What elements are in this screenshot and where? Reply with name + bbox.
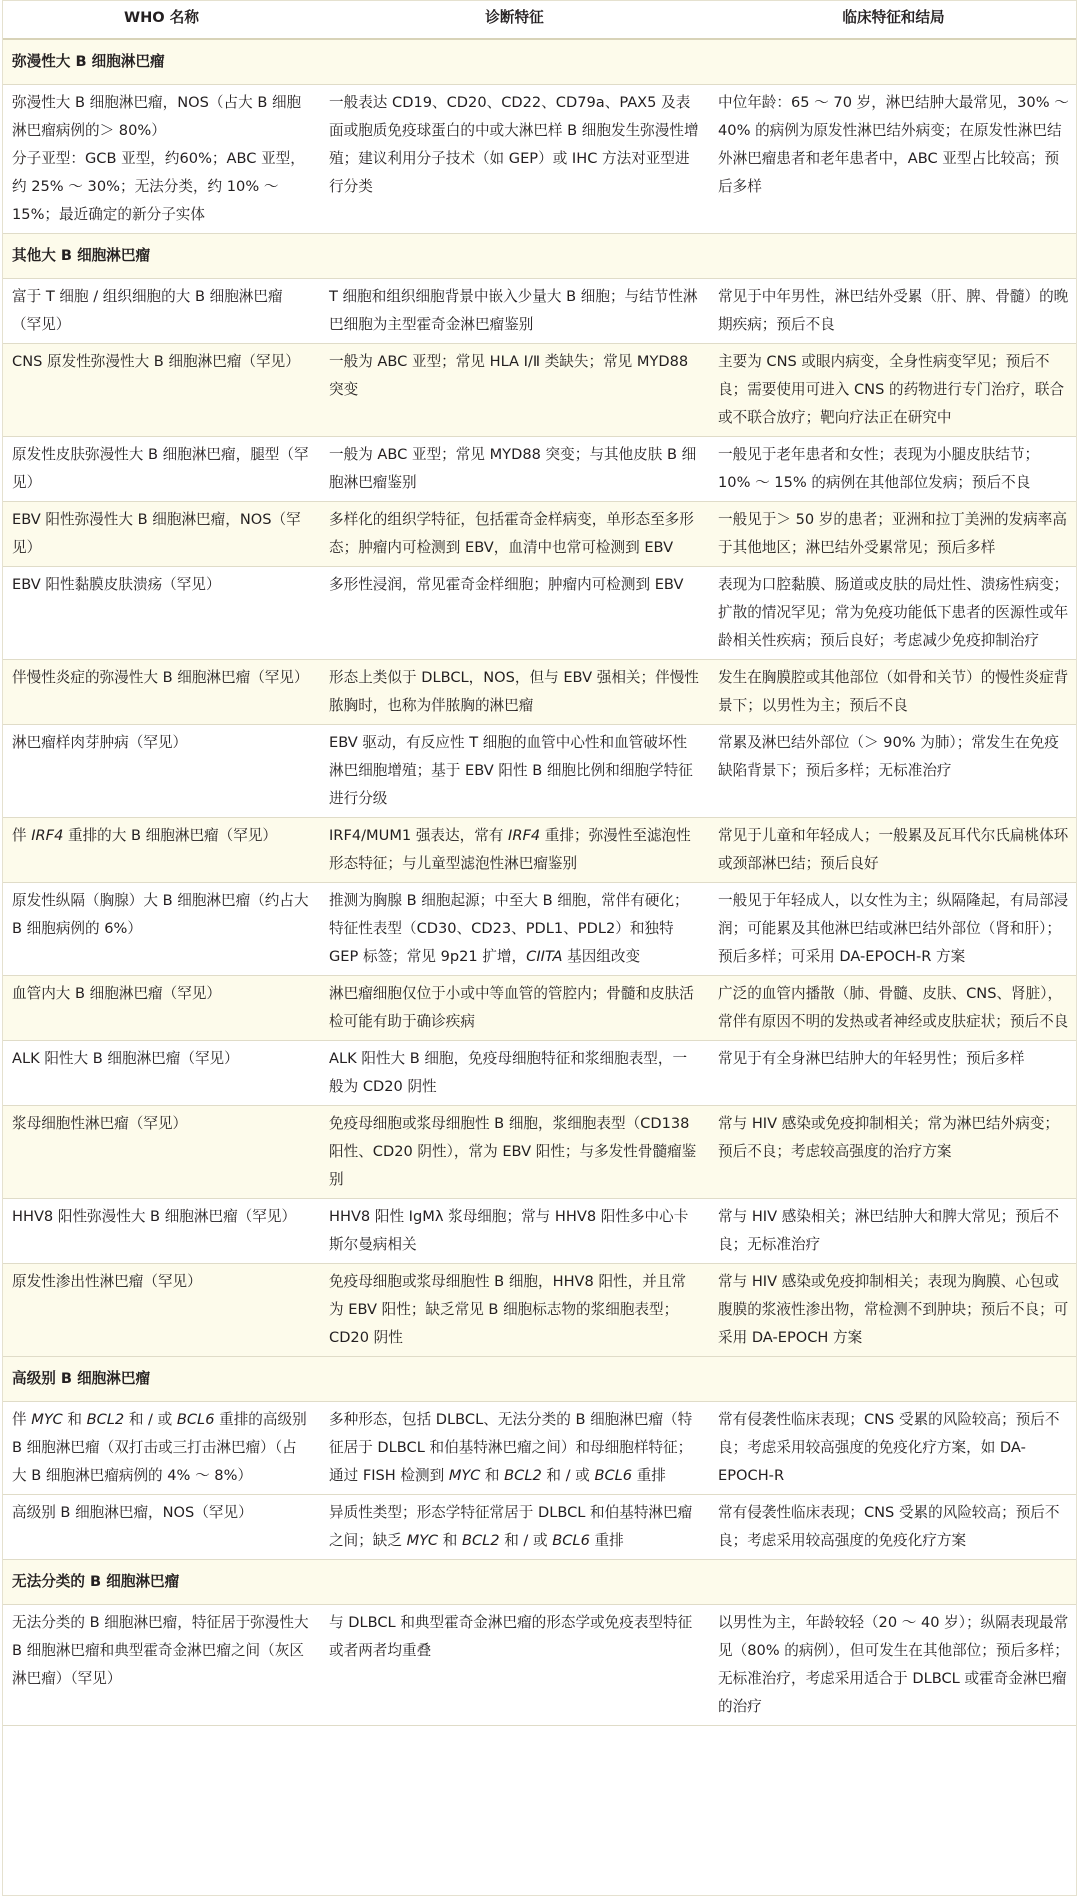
who-name-cell: 无法分类的 B 细胞淋巴瘤，特征居于弥漫性大 B 细胞淋巴瘤和典型霍奇金淋巴瘤之间（灰区淋巴瘤）（罕见） [2,1605,319,1726]
table-row [2,1106,1077,1199]
who-name-cell: 伴慢性炎症的弥漫性大 B 细胞淋巴瘤（罕见） [2,660,319,725]
diagnostic-features-cell: 异质性类型；形态学特征常居于 DLBCL 和伯基特淋巴瘤之间；缺乏 MYC 和 BCL2 和 / 或 BCL6 重排 [319,1495,708,1560]
section-header-row [2,234,1077,279]
diagnostic-features-cell: HHV8 阳性 IgMλ 浆母细胞；常与 HHV8 阳性多中心卡斯尔曼病相关 [319,1199,708,1264]
table-row [2,660,1077,725]
table-row [2,85,1077,234]
clinical-features-cell: 中位年龄：65 ～ 70 岁，淋巴结肿大最常见，30% ～ 40% 的病例为原发性淋巴结外病变；在原发性淋巴结外淋巴瘤患者和老年患者中，ABC 亚型占比较高；预后多样 [708,85,1077,234]
section-header-row [2,1357,1077,1402]
clinical-features-cell: 常有侵袭性临床表现；CNS 受累的风险较高；预后不良；考虑采用较高强度的免疫化疗方案 [708,1495,1077,1560]
clinical-features-cell: 一般见于老年患者和女性；表现为小腿皮肤结节；10% ～ 15% 的病例在其他部位发病；预后不良 [708,437,1077,502]
clinical-features-cell: 主要为 CNS 或眼内病变，全身性病变罕见；预后不良；需要使用可进入 CNS 的药物进行专门治疗，联合或不联合放疗；靶向疗法正在研究中 [708,344,1077,437]
clinical-features-cell: 常与 HIV 感染或免疫抑制相关；常为淋巴结外病变；预后不良；考虑较高强度的治疗方案 [708,1106,1077,1199]
diagnostic-features-cell: 形态上类似于 DLBCL，NOS，但与 EBV 强相关；伴慢性脓胸时，也称为伴脓胸的淋巴瘤 [319,660,708,725]
diagnostic-features-cell: EBV 驱动，有反应性 T 细胞的血管中心性和血管破坏性淋巴细胞增殖；基于 EBV 阳性 B 细胞比例和细胞学特征进行分级 [319,725,708,818]
section-title: 高级别 B 细胞淋巴瘤 [2,1357,1077,1402]
diagnostic-features-cell: 一般为 ABC 亚型；常见 MYD88 突变；与其他皮肤 B 细胞淋巴瘤鉴别 [319,437,708,502]
diagnostic-features-cell: 一般为 ABC 亚型；常见 HLA Ⅰ/Ⅱ 类缺失；常见 MYD88 突变 [319,344,708,437]
diagnostic-features-cell: 淋巴瘤细胞仅位于小或中等血管的管腔内；骨髓和皮肤活检可能有助于确诊疾病 [319,976,708,1041]
diagnostic-features-cell: IRF4/MUM1 强表达，常有 IRF4 重排；弥漫性至滤泡性形态特征；与儿童型滤泡性淋巴瘤鉴别 [319,818,708,883]
who-name-cell: 富于 T 细胞 / 组织细胞的大 B 细胞淋巴瘤（罕见） [2,279,319,344]
clinical-features-cell: 广泛的血管内播散（肺、骨髓、皮肤、CNS、肾脏），常伴有原因不明的发热或者神经或皮肤症状；预后不良 [708,976,1077,1041]
table-body [2,39,1077,1726]
who-name-cell: 淋巴瘤样肉芽肿病（罕见） [2,725,319,818]
clinical-features-cell: 常有侵袭性临床表现；CNS 受累的风险较高；预后不良；考虑采用较高强度的免疫化疗方案，如 DA-EPOCH-R [708,1402,1077,1495]
clinical-features-cell: 一般见于年轻成人，以女性为主；纵隔隆起，有局部浸润；可能累及其他淋巴结或淋巴结外部位（肾和肝）；预后多样；可采用 DA-EPOCH-R 方案 [708,883,1077,976]
who-name-cell: EBV 阳性黏膜皮肤溃疡（罕见） [2,567,319,660]
who-name-cell: 原发性皮肤弥漫性大 B 细胞淋巴瘤，腿型（罕见） [2,437,319,502]
clinical-features-cell: 常见于儿童和年轻成人；一般累及瓦耳代尔氏扁桃体环或颈部淋巴结；预后良好 [708,818,1077,883]
table-row [2,1041,1077,1106]
who-name-cell: 高级别 B 细胞淋巴瘤，NOS（罕见） [2,1495,319,1560]
table-row [2,1199,1077,1264]
section-title: 其他大 B 细胞淋巴瘤 [2,234,1077,279]
header-clinical-features: 临床特征和结局 [708,0,1077,39]
clinical-features-cell: 常与 HIV 感染或免疫抑制相关；表现为胸膜、心包或腹膜的浆液性渗出物，常检测不到肿块；预后不良；可采用 DA-EPOCH 方案 [708,1264,1077,1357]
diagnostic-features-cell: 免疫母细胞或浆母细胞性 B 细胞，HHV8 阳性，并且常为 EBV 阳性；缺乏常见 B 细胞标志物的浆细胞表型；CD20 阴性 [319,1264,708,1357]
diagnostic-features-cell: T 细胞和组织细胞背景中嵌入少量大 B 细胞；与结节性淋巴细胞为主型霍奇金淋巴瘤鉴别 [319,279,708,344]
section-header-row [2,39,1077,85]
clinical-features-cell: 发生在胸膜腔或其他部位（如骨和关节）的慢性炎症背景下；以男性为主；预后不良 [708,660,1077,725]
diagnostic-features-cell: 推测为胸腺 B 细胞起源；中至大 B 细胞，常伴有硬化；特征性表型（CD30、CD23、PDL1、PDL2）和独特 GEP 标签；常见 9p21 扩增，CIITA 基因组改变 [319,883,708,976]
table-row [2,344,1077,437]
diagnostic-features-cell: 免疫母细胞或浆母细胞性 B 细胞，浆细胞表型（CD138 阳性、CD20 阴性），常为 EBV 阳性；与多发性骨髓瘤鉴别 [319,1106,708,1199]
table-row [2,976,1077,1041]
table-row [2,1495,1077,1560]
table-row [2,725,1077,818]
clinical-features-cell: 常见于有全身淋巴结肿大的年轻男性；预后多样 [708,1041,1077,1106]
who-name-cell: ALK 阳性大 B 细胞淋巴瘤（罕见） [2,1041,319,1106]
table-row [2,818,1077,883]
diagnostic-features-cell: 多样化的组织学特征，包括霍奇金样病变，单形态至多形态；肿瘤内可检测到 EBV，血清中也常可检测到 EBV [319,502,708,567]
clinical-features-cell: 常累及淋巴结外部位（＞ 90% 为肺）；常发生在免疫缺陷背景下；预后多样；无标准治疗 [708,725,1077,818]
header-who-name: WHO 名称 [2,0,319,39]
who-name-cell: 原发性纵隔（胸腺）大 B 细胞淋巴瘤（约占大 B 细胞病例的 6%） [2,883,319,976]
header-diagnostic-features: 诊断特征 [319,0,708,39]
who-name-cell: 浆母细胞性淋巴瘤（罕见） [2,1106,319,1199]
who-name-cell: 伴 IRF4 重排的大 B 细胞淋巴瘤（罕见） [2,818,319,883]
who-name-cell: 原发性渗出性淋巴瘤（罕见） [2,1264,319,1357]
table-row [2,437,1077,502]
who-name-cell: 血管内大 B 细胞淋巴瘤（罕见） [2,976,319,1041]
table-row [2,1605,1077,1726]
section-title: 弥漫性大 B 细胞淋巴瘤 [2,39,1077,85]
who-name-cell: EBV 阳性弥漫性大 B 细胞淋巴瘤，NOS（罕见） [2,502,319,567]
header-row [2,0,1077,39]
diagnostic-features-cell: 多形性浸润，常见霍奇金样细胞；肿瘤内可检测到 EBV [319,567,708,660]
clinical-features-cell: 常见于中年男性，淋巴结外受累（肝、脾、骨髓）的晚期疾病；预后不良 [708,279,1077,344]
table-row [2,567,1077,660]
table-row [2,279,1077,344]
table-row [2,502,1077,567]
who-name-cell: HHV8 阳性弥漫性大 B 细胞淋巴瘤（罕见） [2,1199,319,1264]
who-name-cell: CNS 原发性弥漫性大 B 细胞淋巴瘤（罕见） [2,344,319,437]
who-name-cell: 伴 MYC 和 BCL2 和 / 或 BCL6 重排的高级别 B 细胞淋巴瘤（双打击或三打击淋巴瘤）（占大 B 细胞淋巴瘤病例的 4% ～ 8%） [2,1402,319,1495]
clinical-features-cell: 一般见于＞ 50 岁的患者；亚洲和拉丁美洲的发病率高于其他地区；淋巴结外受累常见；预后多样 [708,502,1077,567]
diagnostic-features-cell: 与 DLBCL 和典型霍奇金淋巴瘤的形态学或免疫表型特征或者两者均重叠 [319,1605,708,1726]
clinical-features-cell: 常与 HIV 感染相关；淋巴结肿大和脾大常见；预后不良；无标准治疗 [708,1199,1077,1264]
section-header-row [2,1560,1077,1605]
who-name-cell: 弥漫性大 B 细胞淋巴瘤，NOS（占大 B 细胞淋巴瘤病例的＞ 80%） 分子亚型：GCB 亚型，约60%；ABC 亚型，约 25% ～ 30%；无法分类，约 10% ～ 15%；最近确定的新分子实体 [2,85,319,234]
who-classification-table [2,0,1077,1726]
diagnostic-features-cell: 一般表达 CD19、CD20、CD22、CD79a、PAX5 及表面或胞质免疫球蛋白的中或大淋巴样 B 细胞发生弥漫性增殖；建议利用分子技术（如 GEP）或 IHC 方法对亚型进行分类 [319,85,708,234]
table-row [2,1402,1077,1495]
table-row [2,883,1077,976]
clinical-features-cell: 表现为口腔黏膜、肠道或皮肤的局灶性、溃疡性病变；扩散的情况罕见；常为免疫功能低下患者的医源性或年龄相关性疾病；预后良好；考虑减少免疫抑制治疗 [708,567,1077,660]
section-title: 无法分类的 B 细胞淋巴瘤 [2,1560,1077,1605]
diagnostic-features-cell: ALK 阳性大 B 细胞，免疫母细胞特征和浆细胞表型，一般为 CD20 阴性 [319,1041,708,1106]
table-row [2,1264,1077,1357]
diagnostic-features-cell: 多种形态，包括 DLBCL、无法分类的 B 细胞淋巴瘤（特征居于 DLBCL 和伯基特淋巴瘤之间）和母细胞样特征；通过 FISH 检测到 MYC 和 BCL2 和 / 或 BCL6 重排 [319,1402,708,1495]
clinical-features-cell: 以男性为主，年龄较轻（20 ～ 40 岁）；纵隔表现最常见（80% 的病例），但可发生在其他部位；预后多样；无标准治疗，考虑采用适合于 DLBCL 或霍奇金淋巴瘤的治疗 [708,1605,1077,1726]
